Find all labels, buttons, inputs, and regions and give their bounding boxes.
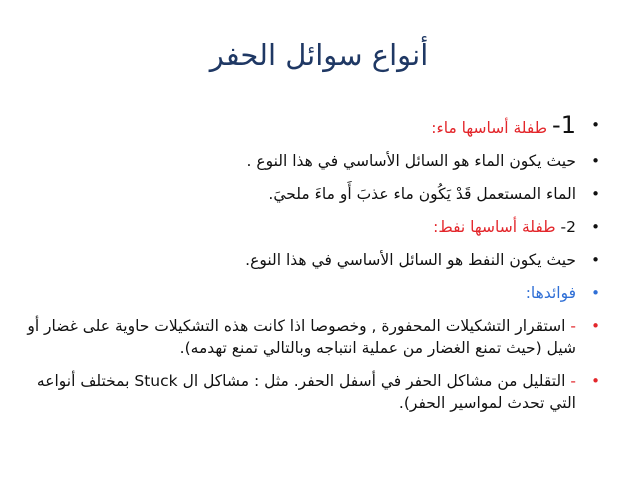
slide-title: أنواع سوائل الحفر	[209, 38, 429, 72]
bullet-text: حيث يكون الماء هو السائل الأساسي في هذا النوع .	[246, 152, 576, 170]
bullet-benefit-stability	[22, 315, 604, 359]
bullet-benefits-heading	[22, 282, 604, 304]
bullet-text: طفلة أساسها ماء:	[431, 119, 548, 137]
bullet-text: استقرار التشكيلات المحفورة , وخصوصا اذا كانت هذه التشكيلات حاوية على غضار أو شيل (حيث تمنع الغضار من عملية انتباجه وبالتالي تمنع تهدمه).	[27, 317, 576, 357]
bullet-water-based-heading	[22, 111, 604, 139]
bullet-oil-based-heading	[22, 216, 604, 238]
bullet-number: 2-	[560, 218, 576, 236]
bullet-text: حيث يكون النفط هو السائل الأساسي في هذا النوع.	[245, 251, 576, 269]
bullet-text: طفلة أساسها نفط:	[433, 218, 556, 236]
bullet-dash: -	[570, 372, 576, 390]
bullet-dot-icon: •	[591, 185, 600, 203]
bullet-dot-icon: •	[591, 218, 600, 236]
bullet-benefit-stuck	[22, 370, 604, 414]
bullet-text: الماء المستعمل قَدْ يَكُون ماء عذبَ أَو ماءَ ملحيَ.	[268, 185, 576, 203]
bullet-text: فوائدها:	[525, 284, 576, 302]
bullet-dash: -	[570, 317, 576, 335]
bullet-dot-icon: •	[591, 284, 600, 302]
bullet-dot-icon: •	[591, 116, 600, 134]
bullet-list	[22, 111, 604, 425]
bullet-water-main-fluid	[22, 150, 604, 172]
bullet-text: التقليل من مشاكل الحفر في أسفل الحفر. مثل : مشاكل ال Stuck بمختلف أنواعه التي تحدث لمواسير الحفر).	[36, 372, 576, 412]
bullet-water-type	[22, 183, 604, 205]
bullet-dot-icon: •	[591, 152, 600, 170]
bullet-dot-icon: •	[591, 317, 600, 335]
bullet-dot-icon: •	[591, 251, 600, 269]
bullet-oil-main-fluid	[22, 249, 604, 271]
bullet-number: 1-	[552, 111, 576, 139]
bullet-dot-icon: •	[591, 372, 600, 390]
